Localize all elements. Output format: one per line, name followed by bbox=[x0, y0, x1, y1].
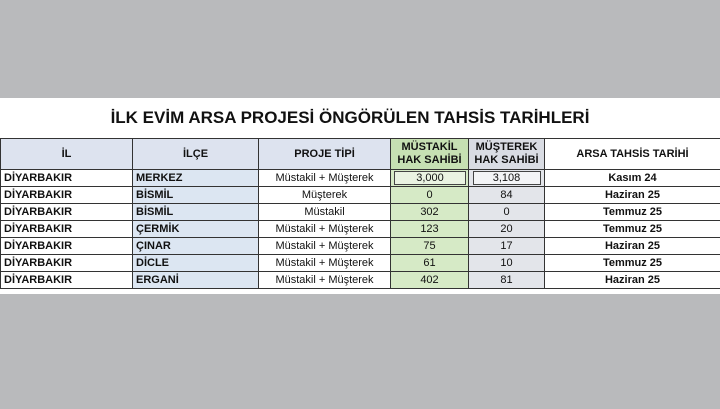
cell-ilce: BİSMİL bbox=[133, 204, 259, 221]
cell-il: DİYARBAKIR bbox=[1, 272, 133, 289]
cell-musterek: 0 bbox=[469, 204, 545, 221]
cell-musterek: 17 bbox=[469, 238, 545, 255]
cell-proje-tipi: Müstakil + Müşterek bbox=[259, 221, 391, 238]
cell-musterek-value: 3,108 bbox=[473, 171, 541, 185]
cell-mustakil: 302 bbox=[391, 204, 469, 221]
table-row bbox=[1, 204, 720, 221]
cell-mustakil: 402 bbox=[391, 272, 469, 289]
cell-il: DİYARBAKIR bbox=[1, 255, 133, 272]
cell-ilce: ÇINAR bbox=[133, 238, 259, 255]
allocation-table bbox=[0, 138, 720, 289]
cell-il: DİYARBAKIR bbox=[1, 221, 133, 238]
cell-proje-tipi: Müşterek bbox=[259, 187, 391, 204]
cell-mustakil: 123 bbox=[391, 221, 469, 238]
cell-proje-tipi: Müstakil bbox=[259, 204, 391, 221]
table-header-row bbox=[1, 139, 720, 170]
cell-proje-tipi: Müstakil + Müşterek bbox=[259, 238, 391, 255]
header-mustakil-line1: MÜSTAKİL bbox=[401, 141, 458, 153]
table-row bbox=[1, 255, 720, 272]
cell-proje-tipi: Müstakil + Müşterek bbox=[259, 255, 391, 272]
cell-tarih: Kasım 24 bbox=[545, 170, 720, 187]
header-proje-tipi: PROJE TİPİ bbox=[259, 139, 391, 170]
table-row bbox=[1, 221, 720, 238]
cell-tarih: Temmuz 25 bbox=[545, 204, 720, 221]
cell-ilce: ERGANİ bbox=[133, 272, 259, 289]
cell-musterek: 81 bbox=[469, 272, 545, 289]
cell-ilce: ÇERMİK bbox=[133, 221, 259, 238]
cell-tarih: Haziran 25 bbox=[545, 238, 720, 255]
header-arsa-tahsis-tarihi: ARSA TAHSİS TARİHİ bbox=[545, 139, 720, 170]
cell-ilce: DİCLE bbox=[133, 255, 259, 272]
cell-il: DİYARBAKIR bbox=[1, 187, 133, 204]
cell-mustakil: 75 bbox=[391, 238, 469, 255]
cell-mustakil-value: 3,000 bbox=[394, 171, 466, 185]
table-row bbox=[1, 238, 720, 255]
cell-il: DİYARBAKIR bbox=[1, 204, 133, 221]
sheet-title: İLK EVİM ARSA PROJESİ ÖNGÖRÜLEN TAHSİS TARİHLERİ bbox=[110, 108, 590, 127]
cell-mustakil: 0 bbox=[391, 187, 469, 204]
header-musterek-hak-sahibi bbox=[469, 139, 545, 170]
cell-musterek: 20 bbox=[469, 221, 545, 238]
cell-tarih: Temmuz 25 bbox=[545, 221, 720, 238]
table-row bbox=[1, 272, 720, 289]
header-il: İL bbox=[1, 139, 133, 170]
header-mustakil-hak-sahibi bbox=[391, 139, 469, 170]
cell-musterek: 10 bbox=[469, 255, 545, 272]
header-musterek-line2: HAK SAHİBİ bbox=[474, 154, 539, 166]
cell-tarih: Haziran 25 bbox=[545, 187, 720, 204]
cell-musterek: 84 bbox=[469, 187, 545, 204]
header-musterek-line1: MÜŞTEREK bbox=[475, 141, 538, 153]
cell-mustakil: 61 bbox=[391, 255, 469, 272]
cell-il: DİYARBAKIR bbox=[1, 238, 133, 255]
cell-musterek bbox=[469, 170, 545, 187]
cell-il: DİYARBAKIR bbox=[1, 170, 133, 187]
table-row bbox=[1, 187, 720, 204]
cell-proje-tipi: Müstakil + Müşterek bbox=[259, 170, 391, 187]
header-mustakil-line2: HAK SAHİBİ bbox=[397, 154, 462, 166]
cell-ilce: BİSMİL bbox=[133, 187, 259, 204]
header-ilce: İLÇE bbox=[133, 139, 259, 170]
cell-proje-tipi: Müstakil + Müşterek bbox=[259, 272, 391, 289]
spreadsheet-sheet bbox=[0, 98, 720, 294]
cell-mustakil bbox=[391, 170, 469, 187]
table-row bbox=[1, 170, 720, 187]
cell-ilce: MERKEZ bbox=[133, 170, 259, 187]
cell-tarih: Temmuz 25 bbox=[545, 255, 720, 272]
cell-tarih: Haziran 25 bbox=[545, 272, 720, 289]
